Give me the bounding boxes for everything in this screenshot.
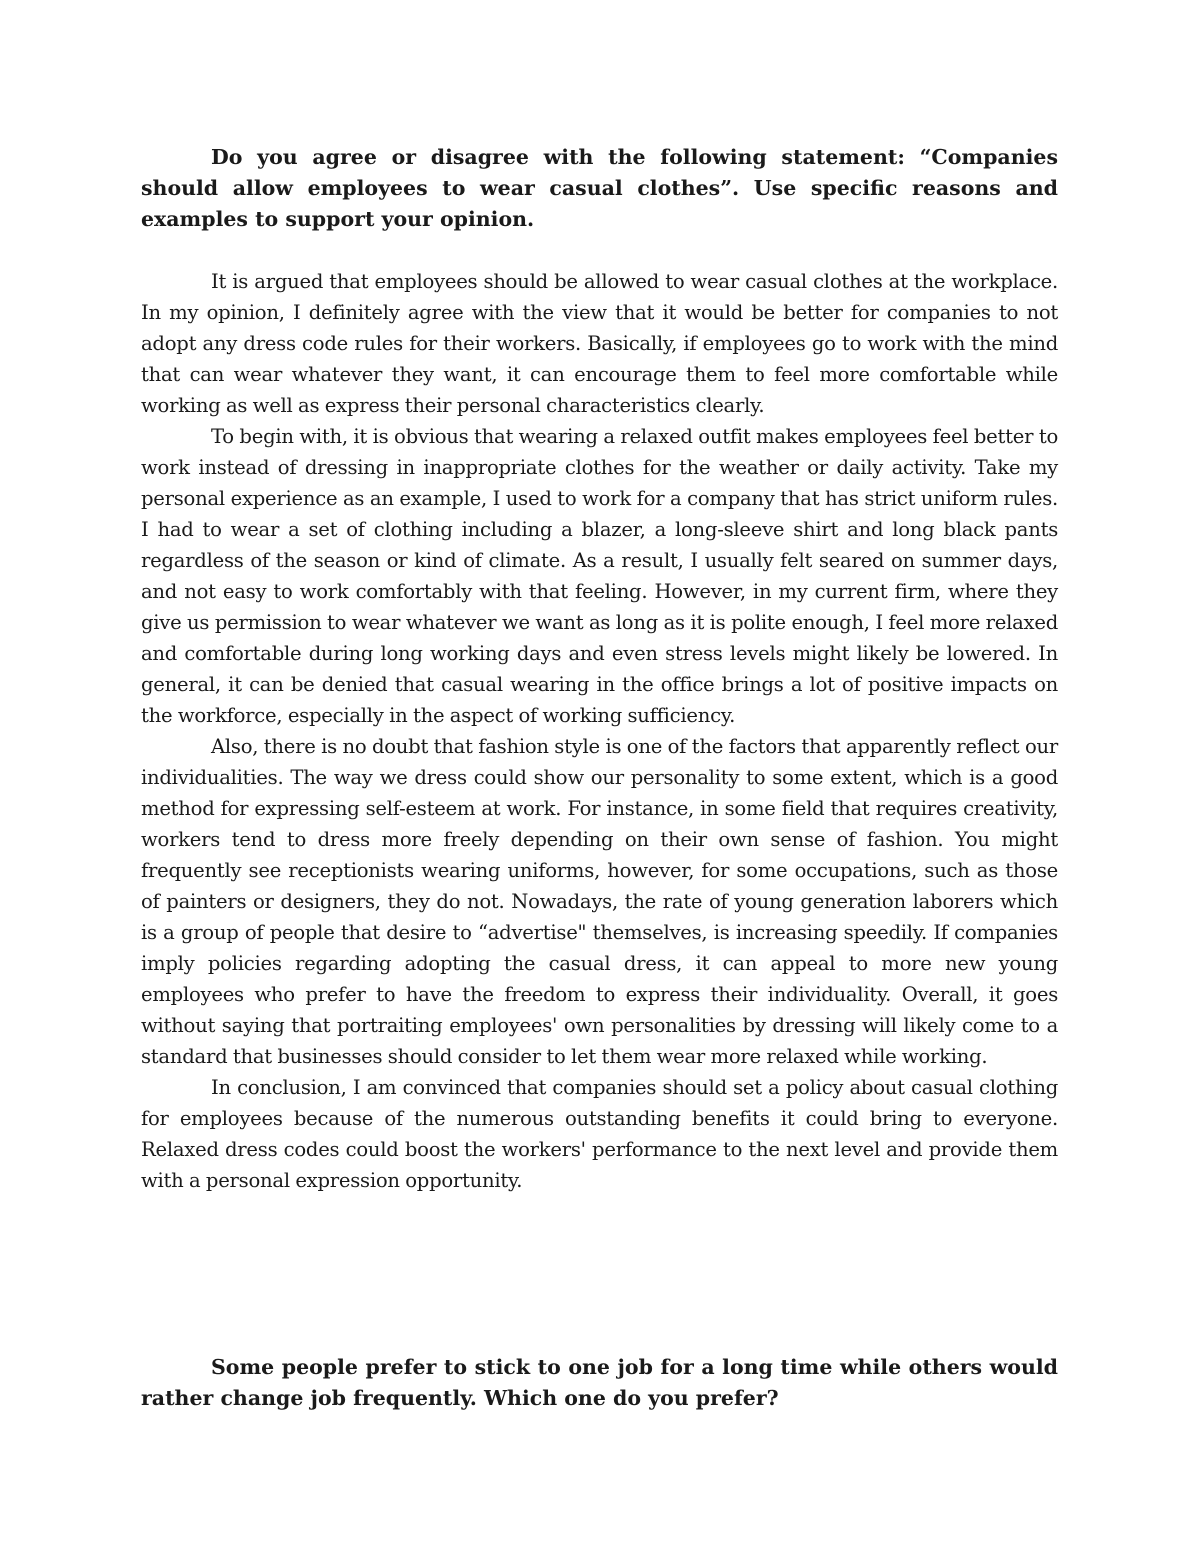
essay-paragraph-body-2: Also, there is no doubt that fashion style is one of the factors that apparently reflect our individualities. The way we dress could show our personality to some extent, which is a good method for expressing self-esteem at work. For instance, in some field that requires creativity, workers tend to dress more freely depending on their own sense of fashion. You might frequently see receptionists wearing uniforms, however, for some occupations, such as those of painters or designers, they do not. Nowadays, the rate of young generation laborers which is a group of people that desire to “advertise" themselves, is increasing speedily. If companies imply policies regarding adopting the casual dress, it can appeal to more new young employees who prefer to have the freedom to express their individuality. Overall, it goes without saying that portraiting employees' own personalities by dressing will likely come to a standard that businesses should consider to let them wear more relaxed while working. (141, 735, 1058, 1068)
question-1-text: Do you agree or disagree with the following statement: “Companies should allow employees to wear casual clothes”. Use specific reasons and examples to support your opinion. (141, 145, 1058, 231)
essay-paragraph-body-1: To begin with, it is obvious that wearing a relaxed outfit makes employees feel better to work instead of dressing in inappropriate clothes for the weather or daily activity. Take my personal experience as an example, I used to work for a company that has strict uniform rules. I had to wear a set of clothing including a blazer, a long-sleeve shirt and long black pants regardless of the season or kind of climate. As a result, I usually felt seared on summer days, and not easy to work comfortably with that feeling. However, in my current firm, where they give us permission to wear whatever we want as long as it is polite enough, I feel more relaxed and comfortable during long working days and even stress levels might likely be lowered. In general, it can be denied that casual wearing in the office brings a lot of positive impacts on the workforce, especially in the aspect of working sufficiency. (141, 425, 1058, 727)
essay-paragraph-intro: It is argued that employees should be allowed to wear casual clothes at the workplace. In my opinion, I definitely agree with the view that it would be better for companies to not adopt any dress code rules for their workers. Basically, if employees go to work with the mind that can wear whatever they want, it can encourage them to feel more comfortable while working as well as express their personal characteristics clearly. (141, 270, 1058, 417)
essay-question-2 (141, 1352, 1058, 1414)
essay-paragraph-conclusion: In conclusion, I am convinced that companies should set a policy about casual clothing for employees because of the numerous outstanding benefits it could bring to everyone. Relaxed dress codes could boost the workers' performance to the next level and provide them with a personal expression opportunity. (141, 1076, 1058, 1192)
essay-question-1 (141, 142, 1058, 235)
essay-body (141, 266, 1058, 1196)
question-2-text: Some people prefer to stick to one job for a long time while others would rather change job frequently. Which one do you prefer? (141, 1355, 1058, 1410)
